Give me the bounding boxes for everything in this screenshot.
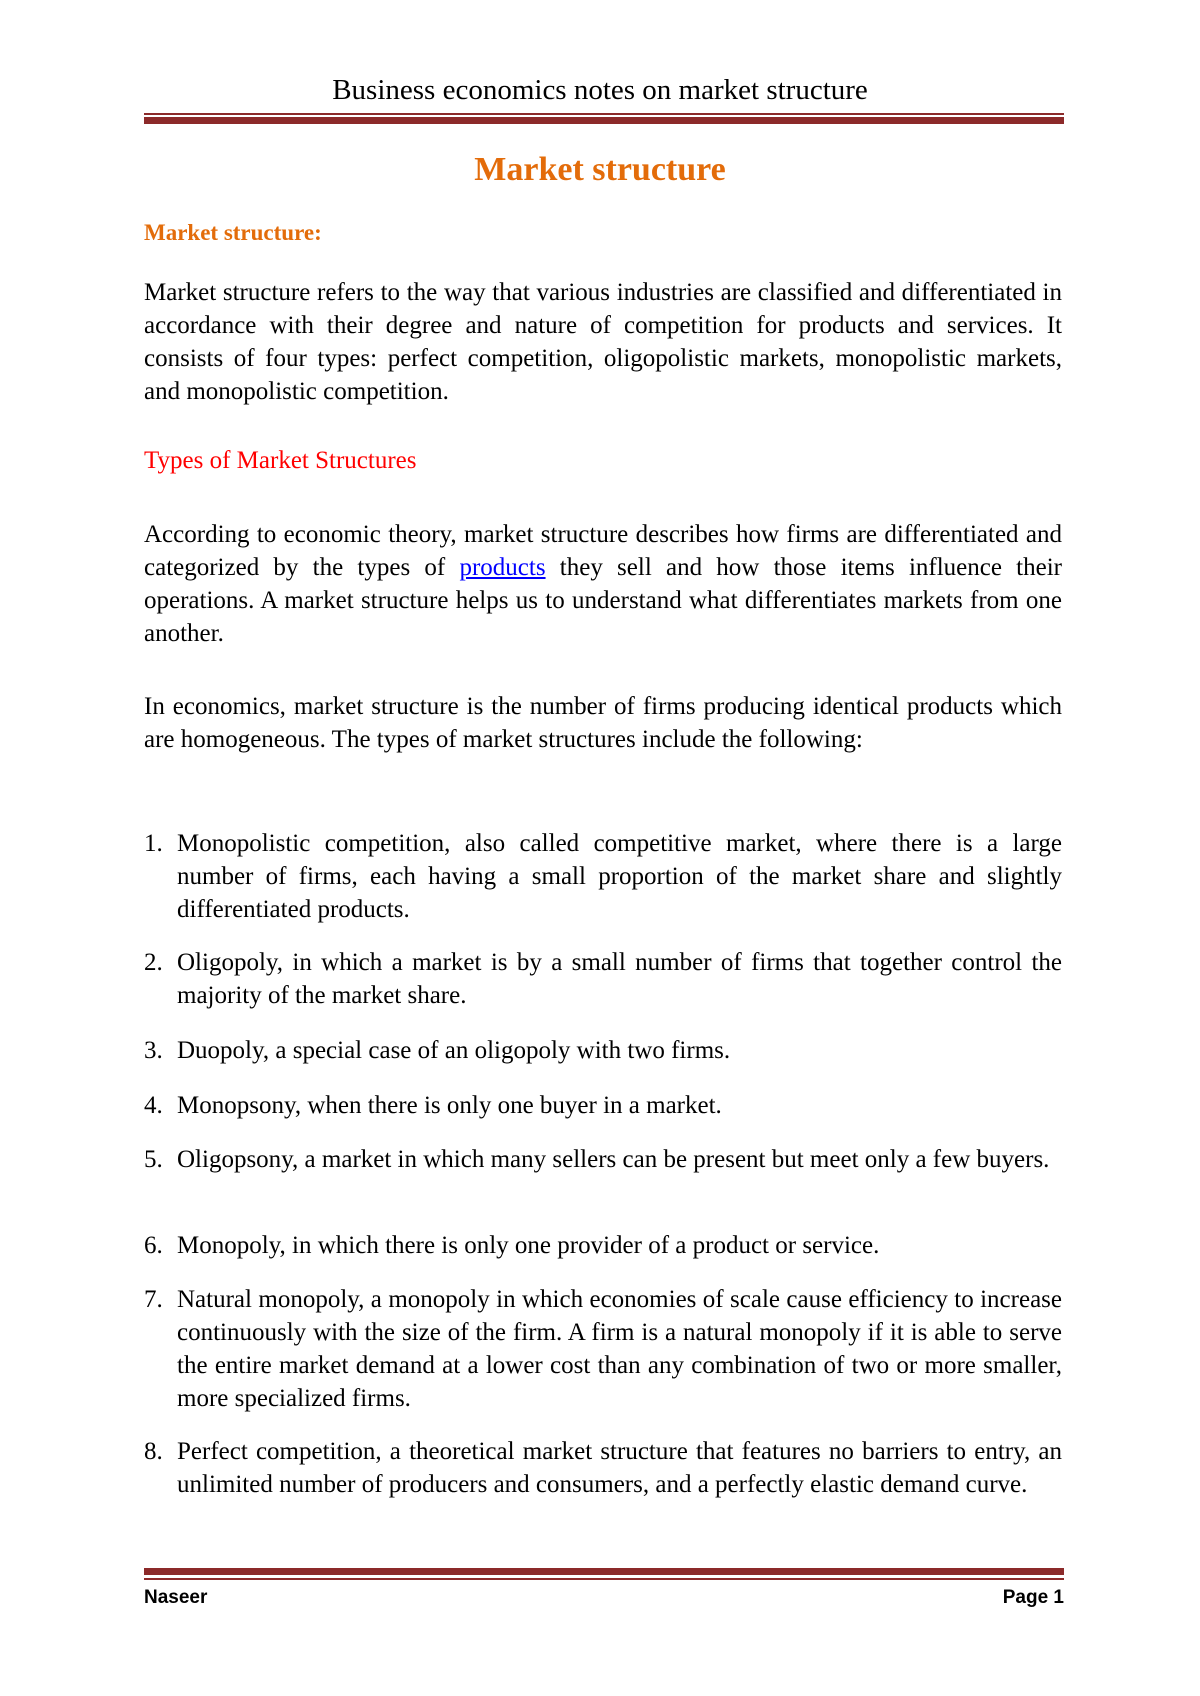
list-item (144, 1034, 1062, 1067)
products-link[interactable]: products (459, 554, 546, 581)
paragraph-text: they sell and how those items influence their operations. A market structure helps us to understand what differentiates markets from one another. (144, 554, 1062, 647)
list-item (144, 827, 1062, 926)
list-item-text: Oligopoly, in which a market is by a small number of firms that together control the majority of the market share. (177, 949, 1062, 1009)
header-rule-thin (144, 113, 1064, 115)
list-item-text: Perfect competition, a theoretical market structure that features no barriers to entry, an unlimited number of producers and consumers, and a perfectly elastic demand curve. (177, 1438, 1062, 1498)
page-header-title: Business economics notes on market structure (332, 74, 868, 106)
list-item (144, 1143, 1062, 1176)
economic-theory-paragraph (144, 518, 1062, 650)
list-item (144, 1089, 1062, 1122)
list-item-text: Duopoly, a special case of an oligopoly with two firms. (177, 1037, 731, 1064)
list-item (144, 1283, 1062, 1415)
list-number: 6. (144, 1232, 163, 1259)
section-heading: Market structure: (144, 220, 322, 245)
list-item-text: Oligopsony, a market in which many sellers can be present but meet only a few buyers. (177, 1146, 1050, 1173)
list-number: 7. (144, 1286, 163, 1313)
list-number: 2. (144, 949, 163, 976)
list-number: 8. (144, 1438, 163, 1465)
types-heading: Types of Market Structures (144, 447, 417, 474)
list-number: 1. (144, 830, 163, 857)
list-item (144, 1435, 1062, 1501)
economics-paragraph: In economics, market structure is the number of firms producing identical products which are homogeneous. The types of market structures include the following: (144, 693, 1062, 753)
document-title: Market structure (474, 151, 726, 188)
footer-page-number: Page 1 (1002, 1587, 1064, 1608)
list-item (144, 946, 1062, 1012)
list-item-text: Natural monopoly, a monopoly in which economies of scale cause efficiency to increase continuously with the size of the firm. A firm is a natural monopoly if it is able to serve the entire market demand at a lower cost than any combination of two or more smaller, more specialized firms. (177, 1286, 1062, 1412)
footer-rule-thin (144, 1578, 1064, 1580)
paragraph-text: According to economic theory, market structure describes how firms are differentiated and categorized by the types of (144, 521, 1062, 581)
list-item-text: Monopolistic competition, also called competitive market, where there is a large number of firms, each having a small proportion of the market share and slightly differentiated products. (177, 830, 1062, 923)
list-item (144, 1229, 1062, 1262)
footer-author: Naseer (144, 1587, 208, 1608)
footer-rule-thick (144, 1568, 1064, 1575)
header-rule-thick (144, 117, 1064, 124)
list-number: 3. (144, 1037, 163, 1064)
list-number: 4. (144, 1092, 163, 1119)
list-item-text: Monopsony, when there is only one buyer in a market. (177, 1092, 722, 1119)
list-item-text: Monopoly, in which there is only one provider of a product or service. (177, 1232, 880, 1259)
list-number: 5. (144, 1146, 163, 1173)
intro-paragraph: Market structure refers to the way that various industries are classified and differentiated in accordance with their degree and nature of competition for products and services. It consists of four types: perfect competition, oligopolistic markets, monopolistic markets, and monopolistic competition. (144, 279, 1062, 405)
